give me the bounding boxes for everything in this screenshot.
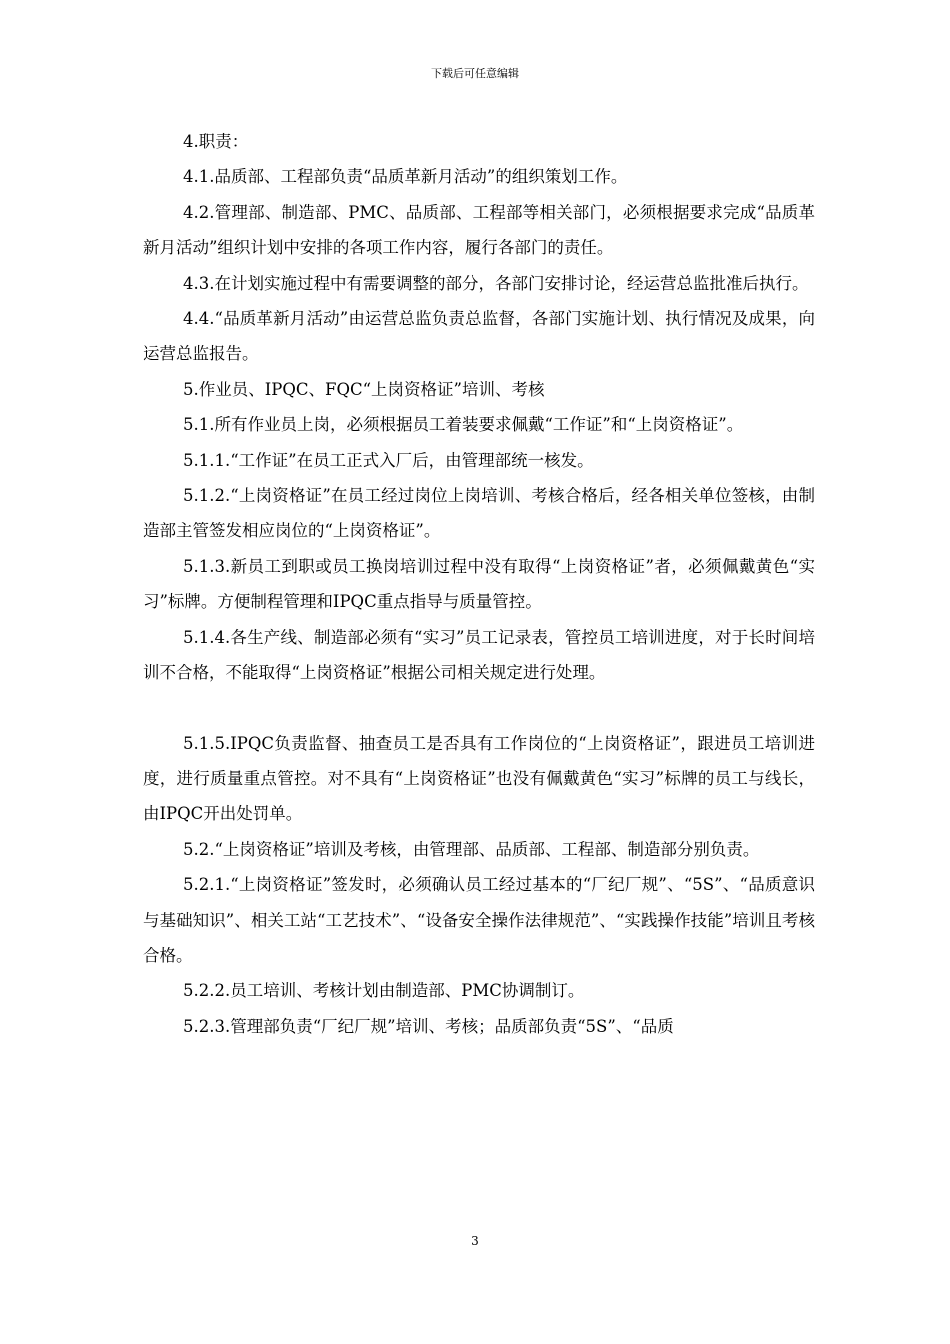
paragraph-5-1-5: 5.1.5.IPQC负责监督、抽查员工是否具有工作岗位的“上岗资格证”，跟进员工培训进度，进行质量重点管控。对不具有“上岗资格证”也没有佩戴黄色“实习”标牌的员工与线长，由IPQC开出处罚单。: [143, 733, 815, 824]
blank-line: [143, 691, 815, 726]
paragraph-5-1-1: 5.1.1.“工作证”在员工正式入厂后，由管理部统一核发。: [183, 450, 594, 470]
paragraph-5-1-2: 5.1.2.“上岗资格证”在员工经过岗位上岗培训、考核合格后，经各相关单位签核，由制造部主管签发相应岗位的“上岗资格证”。: [143, 486, 815, 541]
paragraph-5-2-1: 5.2.1.“上岗资格证”签发时，必须确认员工经过基本的“厂纪厂规”、“5S”、“品质意识与基础知识”、相关工站“工艺技术”、“设备安全操作法律规范”、“实践操作技能”培训且考核合格。: [143, 875, 815, 965]
paragraph-5-1-3: 5.1.3.新员工到职或员工换岗培训过程中没有取得“上岗资格证”者，必须佩戴黄色“实习”标牌。方便制程管理和IPQC重点指导与质量管控。: [143, 556, 815, 612]
paragraph-4-3: 4.3.在计划实施过程中有需要调整的部分，各部门安排讨论，经运营总监批准后执行。: [183, 273, 809, 293]
page-number: 3: [471, 1234, 479, 1248]
paragraph-5-2-2: 5.2.2.员工培训、考核计划由制造部、PMC协调制订。: [183, 981, 585, 1001]
paragraph-4-1: 4.1.品质部、工程部负责“品质革新月活动”的组织策划工作。: [183, 167, 628, 187]
section-4-heading: 4.职责：: [183, 132, 249, 151]
document-body: [143, 124, 815, 1044]
paragraph-5-2-3: 5.2.3.管理部负责“厂纪厂规”培训、考核；品质部负责“5S”、“品质: [183, 1016, 674, 1036]
paragraph-5-2: 5.2.“上岗资格证”培训及考核，由管理部、品质部、工程部、制造部分别负责。: [183, 839, 760, 859]
page-header: 下载后可任意编辑: [431, 67, 519, 80]
section-5-heading: 5.作业员、IPQC、FQC“上岗资格证”培训、考核: [183, 379, 545, 399]
paragraph-4-4: 4.4.“品质革新月活动”由运营总监负责总监督，各部门实施计划、执行情况及成果，向运营总监报告。: [143, 309, 815, 364]
paragraph-5-1: 5.1.所有作业员上岗，必须根据员工着装要求佩戴“工作证”和“上岗资格证”。: [183, 415, 744, 435]
paragraph-4-2: 4.2.管理部、制造部、PMC、品质部、工程部等相关部门，必须根据要求完成“品质革新月活动”组织计划中安排的各项工作内容，履行各部门的责任。: [143, 202, 815, 258]
paragraph-5-1-4: 5.1.4.各生产线、制造部必须有“实习”员工记录表，管控员工培训进度，对于长时间培训不合格，不能取得“上岗资格证”根据公司相关规定进行处理。: [143, 627, 815, 683]
